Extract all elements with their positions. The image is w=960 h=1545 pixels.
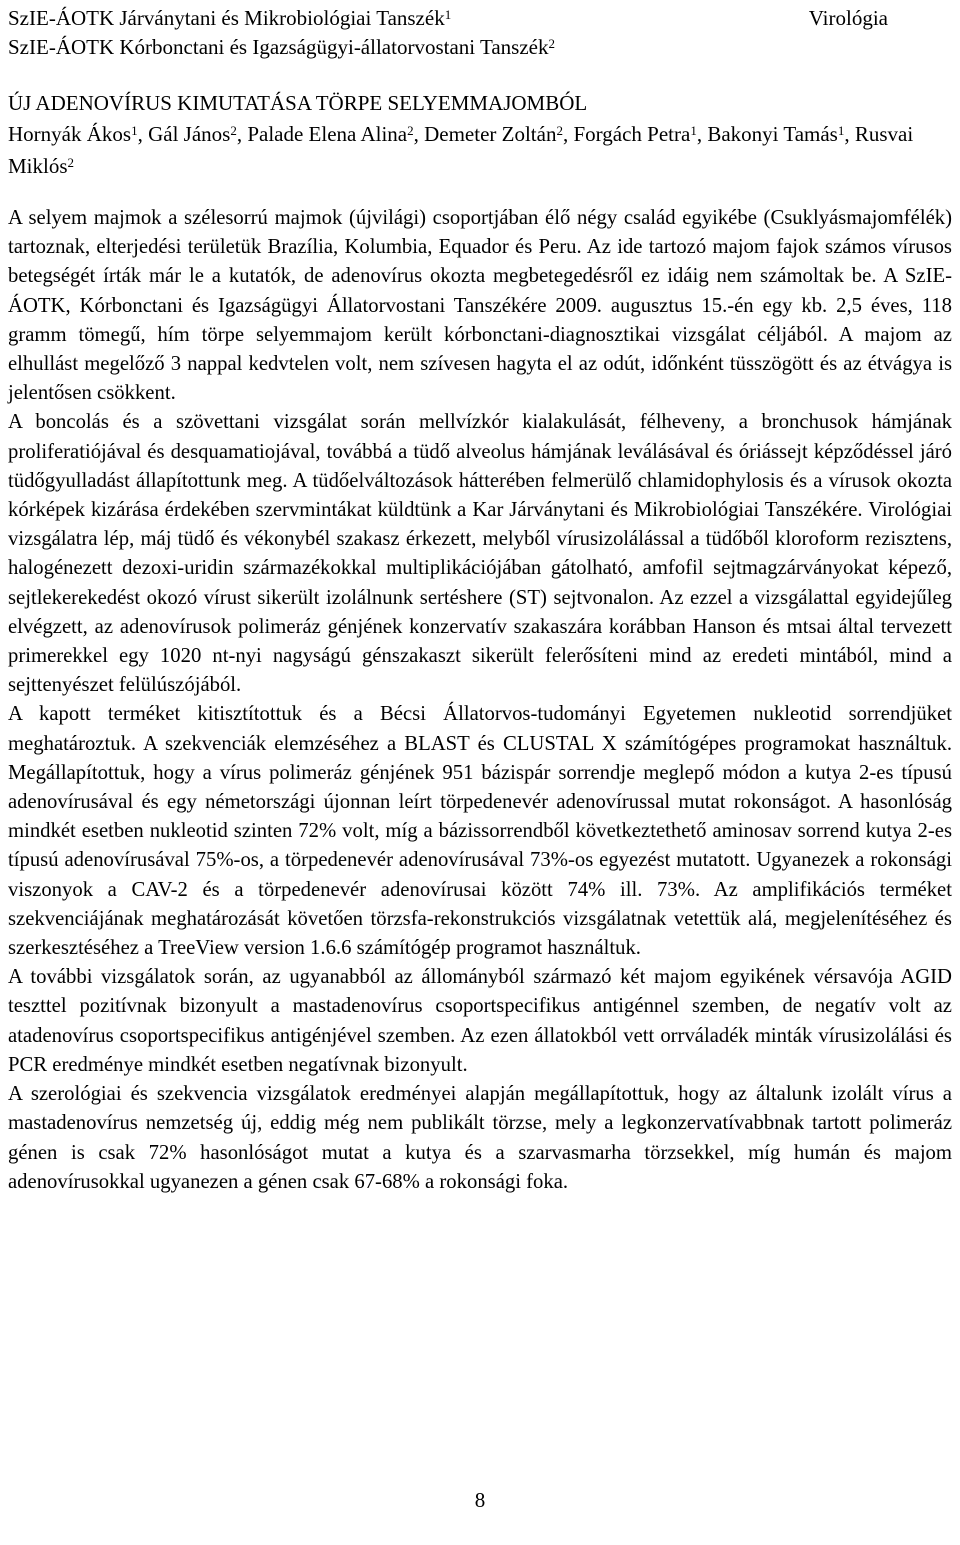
body-paragraph: A kapott terméket kitisztítottuk és a Bécsi Állatorvos-tudományi Egyetemen nukleotid sorrendjüket meghatároztuk. A szekvenciák elemzéséhez a BLAST és CLUSTAL X számítógépes programokat használtuk. Megállapítottuk, hogy a vírus polimeráz génjének 951 bázispár sorrendje meglepő módon a kutya 2-es típusú adenovírusával és egy németországi újonnan leírt törpedenevér adenovírussal mutat rokonságot. A hasonlóság mindkét esetben nukleotid szinten 72% volt, míg a bázissorrendből következtethető aminosav sorrend kutya 2-es típusú adenovírusával 75%-os, a törpedenevér adenovírusával 73%-os egyezést mutatott. Ugyanezek a rokonsági viszonyok a CAV-2 és a törpedenevér adenovírusai között 74% ill. 73%. Az amplifikációs terméket szekvenciájának meghatározását követően törzsfa-rekonstrukciós vizsgálatnak vetettük alá, megjelenítéséhez és szerkesztéséhez a TreeView version 1.6.6 számítógép programot használtuk. [8, 703, 952, 960]
author-affiliation-sup: 2 [230, 123, 237, 138]
author-name: Gál János [148, 122, 231, 146]
author-name: Demeter Zoltán [424, 122, 557, 146]
author-name: Rusvai Miklós [8, 122, 914, 178]
header-affiliation-2 [8, 33, 555, 62]
body-paragraph: A szerológiai és szekvencia vizsgálatok eredményei alapján megállapítottuk, hogy az általunk izolált vírus a mastadenovírus nemzetség új, eddig még nem publikált törzse, mely a legkonzervatívabbnak tartott polimeráz génen is csak 72% hasonlóságot mutat a kutya és a szarvasmarha törzsekkel, míg humán és majom adenovírusokkal ugyanezen a génen csak 67-68% a rokonsági foka. [8, 1083, 952, 1193]
author-name: Bakonyi Tamás [707, 122, 838, 146]
article-title: ÚJ ADENOVÍRUS KIMUTATÁSA TÖRPE SELYEMMAJOMBÓL [8, 91, 588, 115]
affiliation-2-sup: 2 [548, 36, 555, 51]
author-affiliation-sup: 1 [837, 123, 845, 138]
body-paragraph: A további vizsgálatok során, az ugyanabból az állományból származó két majom egyikének vérsavója AGID teszttel pozitívnak bizonyult a mastadenovírus csoportspecifikus antigénnel szemben, de negatív volt az atadenovírus csoportspecifikus antigénjével szemben. Az ezen állatokból vett orrváladék minták vírusizolálási és PCR eredménye mindkét esetben negatívnak bizonyult. [8, 966, 952, 1076]
author-name: Palade Elena Alina [247, 122, 408, 146]
author-affiliation-sup: 1 [690, 123, 697, 138]
body-paragraph: A boncolás és a szövettani vizsgálat során mellvízkór kialakulását, félheveny, a bronchusok hámjának proliferatiójával és desquamatiojával, továbbá a tüdő alveolus hámjának leválásával és óriássejt képződéssel járó tüdőgyulladást állapítottunk meg. A tüdőelváltozások hátterében felmerülő chlamidophylosis és a vírusok okozta kórképek kizárása érdekében szervmintákat küldtünk a Kar Járványtani és Mikrobiológiai Tanszékére. Virológiai vizsgálatra lép, máj tüdő és vékonybél szakasz érkezett, melyből vírusizolálással a tüdőből kloroform rezisztens, halogénezett dezoxi-uridin származékokkal multiplikációjában gátolható, amfofil sejtmagzárványokat képező, sejtlekerekedést okozó vírust sikerült izolálnunk sertéshere (ST) sejtvonalon. Az ezzel a vizsgálattal egyidejűleg elvégzett, az adenovírusok polimeráz génjének konzervatív szakaszára korábban Hanson és mtsai által tervezett primerekkel egy 1020 nt-nyi nagyságú génszakaszt sikerült felerősíteni mind az eredeti mintából, mind a sejttenyészet felülúszójából. [8, 411, 952, 697]
article-body [8, 204, 952, 1197]
author-affiliation-sup: 2 [556, 123, 563, 138]
author-list: Hornyák Ákos$^1$, Gál János$^2$, Palade Elena Alina$^2$, Demeter Zoltán$^2$, Forgách Petra$^1$, Bakonyi Tamás$^1$, Rusvai Miklós$^2$ [8, 122, 914, 178]
header-affiliation-1 [8, 4, 451, 33]
affiliation-2-text: SzIE-ÁOTK Kórbonctani és Igazságügyi-állatorvostani Tanszék [8, 35, 549, 59]
author-name: Hornyák Ákos [8, 122, 132, 146]
author-affiliation-sup: 2 [67, 155, 75, 170]
page-number: 8 [474, 1488, 486, 1512]
author-name: Forgách Petra [573, 122, 691, 146]
affiliation-1-sup: 1 [444, 7, 452, 22]
body-paragraph: A selyem majmok a szélesorrú majmok (újvilági) csoportjában élő négy család egyikébe (Csuklyásmajomfélék) tartoznak, elterjedési területük Brazília, Kolumbia, Equador és Peru. Az ide tartozó majom fajok számos vírusos betegségét írták már le a kutatók, de adenovírus okozta megbetegedésről ez idáig nem számoltak be. A SzIE-ÁOTK, Kórbonctani és Igazságügyi Állatorvostani Tanszékére 2009. augusztus 15.-én egy kb. 2,5 éves, 118 gramm tömegű, hím törpe selyemmajom került kórbonctani-diagnosztikai vizsgálat céljából. A majom az elhullást megelőző 3 nappal kedvtelen volt, nem szívesen hagyta el az odút, időnként tüsszögött és az étvágya is jelentősen csökkent. [8, 207, 952, 405]
affiliation-1-text: SzIE-ÁOTK Járványtani és Mikrobiológiai Tanszék [8, 6, 445, 30]
section-label: Virológia [808, 6, 888, 30]
author-affiliation-sup: 1 [131, 123, 138, 138]
author-affiliation-sup: 2 [407, 123, 414, 138]
